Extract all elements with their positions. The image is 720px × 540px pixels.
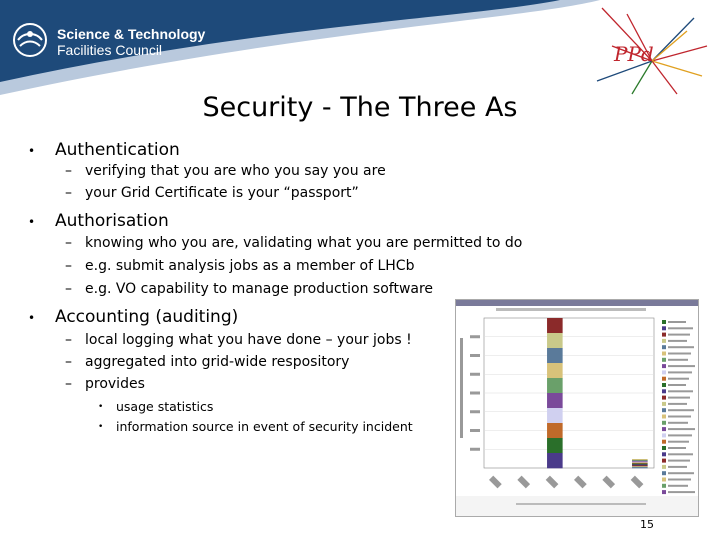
dash-icon: – [65, 258, 72, 274]
legend-swatch [662, 402, 666, 406]
legend-label [668, 321, 686, 323]
legend-label [668, 453, 693, 455]
legend-label [668, 403, 687, 405]
legend-label [668, 340, 687, 342]
bullet-heading-authorisation: • Authorisation [28, 211, 169, 231]
legend-swatch [662, 370, 666, 374]
tick-label [470, 410, 480, 413]
list-item: – knowing who you are, validating what you are permitted to do [65, 235, 523, 251]
legend-label [668, 441, 689, 443]
sub-list-item: • information source in event of security incident [98, 419, 413, 434]
bullet-icon: • [28, 311, 36, 325]
legend-label [668, 353, 691, 355]
list-item: – aggregated into grid-wide respository [65, 354, 350, 370]
legend-label [668, 479, 691, 481]
slide-title: Security - The Three As [202, 92, 518, 123]
legend-swatch [662, 345, 666, 349]
tick-label [470, 392, 480, 395]
bar-segment [547, 453, 563, 468]
bar-segment [547, 318, 563, 333]
legend-swatch [662, 471, 666, 475]
bullet-icon: • [98, 422, 104, 432]
x-tick-label [574, 476, 587, 489]
x-tick-label [631, 476, 644, 489]
legend-swatch [662, 383, 666, 387]
chart-footer [456, 496, 698, 516]
legend-label [668, 422, 688, 424]
legend-label [668, 466, 687, 468]
tick-label [470, 354, 480, 357]
legend-label [668, 491, 695, 493]
legend-swatch [662, 446, 666, 450]
stfc-logo-icon [12, 22, 48, 58]
legend-swatch [662, 377, 666, 381]
legend-swatch [662, 433, 666, 437]
list-item: – your Grid Certificate is your “passport” [65, 185, 359, 201]
bar-segment [547, 333, 563, 348]
list-item: – provides [65, 376, 145, 392]
bullet-icon: • [98, 402, 104, 412]
org-name-line1: Science & Technology [57, 26, 206, 42]
legend-swatch [662, 320, 666, 324]
bar-segment [547, 408, 563, 423]
legend-swatch [662, 415, 666, 419]
bar-segment [632, 467, 648, 468]
legend-swatch [662, 364, 666, 368]
page-number: 15 [640, 518, 654, 531]
x-tick-label [602, 476, 615, 489]
x-tick-label [517, 476, 530, 489]
legend-swatch [662, 484, 666, 488]
dash-icon: – [65, 185, 72, 201]
bullet-icon: • [28, 144, 36, 158]
dash-icon: – [65, 235, 72, 251]
ppd-logo [592, 6, 712, 96]
dash-icon: – [65, 376, 72, 392]
x-tick-label [546, 476, 559, 489]
tick-label [470, 373, 480, 376]
bar-segment [547, 438, 563, 453]
org-name-line2: Facilities Council [57, 42, 163, 58]
legend-swatch [662, 440, 666, 444]
legend-swatch [662, 427, 666, 431]
legend-swatch [662, 465, 666, 469]
legend-swatch [662, 396, 666, 400]
legend-label [668, 416, 691, 418]
dash-icon: – [65, 332, 72, 348]
bullet-heading-authentication: • Authentication [28, 140, 180, 160]
chart-svg [456, 300, 698, 516]
legend-swatch [662, 333, 666, 337]
x-tick-label [489, 476, 502, 489]
bar-segment [547, 423, 563, 438]
legend-swatch [662, 352, 666, 356]
org-name [57, 26, 205, 58]
accounting-chart [455, 299, 699, 517]
legend-swatch [662, 478, 666, 482]
legend-swatch [662, 358, 666, 362]
bar-segment [547, 393, 563, 408]
legend-swatch [662, 326, 666, 330]
legend-label [668, 384, 686, 386]
legend-swatch [662, 421, 666, 425]
tick-label [470, 448, 480, 451]
dash-icon: – [65, 163, 72, 179]
legend-label [668, 327, 693, 329]
list-item: – e.g. VO capability to manage production software [65, 281, 434, 297]
legend-label [668, 460, 690, 462]
legend-label [668, 346, 694, 348]
list-item: – e.g. submit analysis jobs as a member of LHCb [65, 258, 415, 274]
bar-segment [547, 348, 563, 363]
legend-swatch [662, 389, 666, 393]
dash-icon: – [65, 354, 72, 370]
list-item: – local logging what you have done – your jobs ! [65, 332, 412, 348]
legend-label [668, 409, 694, 411]
legend-label [668, 365, 695, 367]
legend-label [668, 428, 695, 430]
tick-label [470, 335, 480, 338]
legend-swatch [662, 408, 666, 412]
y-axis-label [460, 338, 463, 438]
legend-label [668, 334, 690, 336]
list-item: – verifying that you are who you say you are [65, 163, 386, 179]
dash-icon: – [65, 281, 72, 297]
bullet-heading-accounting: • Accounting (auditing) [28, 307, 239, 327]
bullet-icon: • [28, 215, 36, 229]
svg-text:PPd: PPd [614, 42, 654, 66]
chart-title-bar [456, 300, 698, 306]
legend-label [668, 434, 692, 436]
chart-subtitle-bar [496, 308, 646, 311]
legend-label [668, 472, 694, 474]
chart-footer-text [516, 503, 646, 505]
legend-label [668, 447, 686, 449]
legend-swatch [662, 459, 666, 463]
legend-label [668, 359, 688, 361]
legend-swatch [662, 339, 666, 343]
tick-label [470, 429, 480, 432]
legend-swatch [662, 452, 666, 456]
legend-swatch [662, 490, 666, 494]
ppd-burst-icon [592, 6, 712, 96]
legend-label [668, 397, 690, 399]
legend-label [668, 390, 693, 392]
bar-segment [547, 363, 563, 378]
sub-list-item: • usage statistics [98, 399, 214, 414]
legend-label [668, 485, 688, 487]
legend-label [668, 371, 692, 373]
bar-segment [547, 378, 563, 393]
legend-label [668, 378, 689, 380]
